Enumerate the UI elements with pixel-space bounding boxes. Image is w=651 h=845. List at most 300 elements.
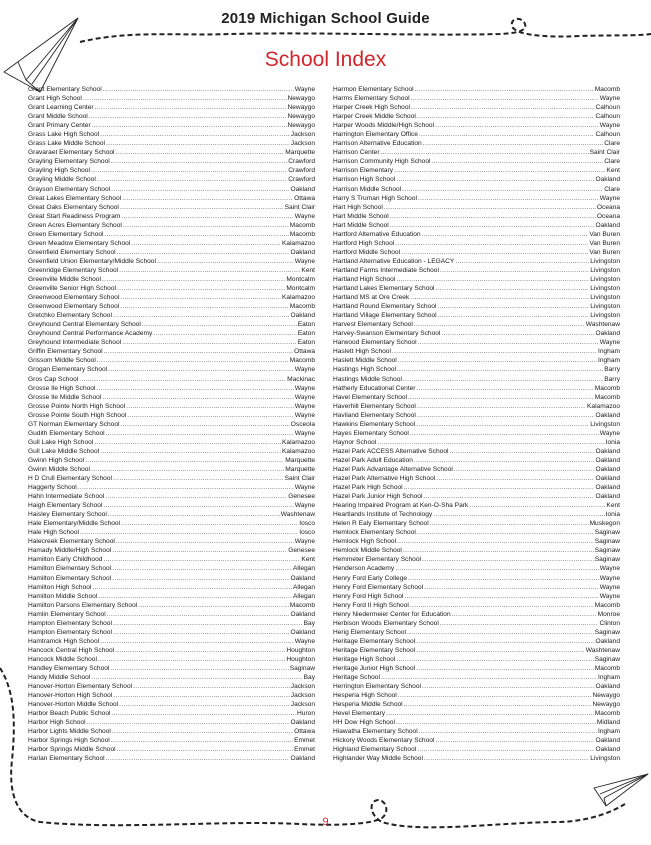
- index-entry: [28, 85, 315, 94]
- index-entry: [28, 528, 315, 537]
- index-entry: [28, 754, 315, 763]
- dot-leader: [416, 384, 593, 393]
- school-name: Grissom Middle School: [28, 357, 96, 365]
- school-name: Haverhill Elementary School: [333, 402, 416, 410]
- index-entry: [333, 311, 620, 320]
- index-entry: [28, 465, 315, 474]
- index-entry: [333, 574, 620, 583]
- index-entry: [333, 139, 620, 148]
- county-name: Kent: [301, 266, 315, 274]
- school-name: Harrison High School: [333, 176, 396, 184]
- dot-leader: [111, 157, 288, 166]
- index-entry: [333, 338, 620, 347]
- dot-leader: [416, 646, 585, 655]
- index-entry: [333, 501, 620, 510]
- index-entry: [333, 546, 620, 555]
- dot-leader: [116, 537, 294, 546]
- county-name: Saginaw: [594, 655, 620, 663]
- county-name: Van Buren: [589, 248, 620, 256]
- county-name: Houghton: [286, 655, 315, 663]
- county-name: Wayne: [294, 212, 315, 220]
- county-name: Washtenaw: [280, 511, 315, 519]
- dot-leader: [396, 175, 594, 184]
- dot-leader: [106, 429, 294, 438]
- index-entry: [28, 266, 315, 275]
- index-entry: [28, 574, 315, 583]
- county-name: Barry: [604, 366, 620, 374]
- school-name: Hamady Middle/High School: [28, 547, 112, 555]
- dot-leader: [449, 447, 594, 456]
- county-name: Kent: [301, 556, 315, 564]
- dot-leader: [386, 709, 594, 718]
- county-name: Emmet: [294, 737, 315, 745]
- county-name: Saginaw: [594, 538, 620, 546]
- dot-leader: [390, 221, 595, 230]
- index-entry: [333, 185, 620, 194]
- county-name: Wayne: [294, 411, 315, 419]
- index-entry: [333, 356, 620, 365]
- school-name: Harrison Community High School: [333, 158, 431, 166]
- dot-leader: [424, 583, 599, 592]
- county-name: Bay: [303, 619, 315, 627]
- county-name: Livingston: [590, 257, 620, 265]
- school-name: Hampton Elementary School: [28, 628, 112, 636]
- school-name: Grass Lake High School: [28, 131, 100, 139]
- dot-leader: [102, 275, 285, 284]
- school-name: Hartford Middle School: [333, 248, 401, 256]
- school-name: Hamilton High School: [28, 583, 92, 591]
- dot-leader: [433, 510, 604, 519]
- county-name: Livingston: [590, 755, 620, 763]
- county-name: Saginaw: [594, 529, 620, 537]
- school-name: Greenville Middle School: [28, 275, 101, 283]
- county-name: Kent: [606, 167, 620, 175]
- dot-leader: [85, 456, 284, 465]
- school-name: Harbor Lights Middle School: [28, 728, 111, 736]
- dot-leader: [119, 700, 290, 709]
- dot-leader: [98, 655, 285, 664]
- dot-leader: [417, 112, 595, 121]
- dot-leader: [112, 546, 287, 555]
- dot-leader: [92, 121, 287, 130]
- county-name: Oakland: [290, 719, 315, 727]
- school-name: Haigh Elementary School: [28, 502, 103, 510]
- county-name: Macomb: [289, 601, 315, 609]
- county-name: Newaygo: [592, 692, 620, 700]
- dot-leader: [117, 745, 294, 754]
- dot-leader: [414, 320, 585, 329]
- county-name: Oakland: [290, 312, 315, 320]
- county-name: Saint Clair: [284, 475, 315, 483]
- dot-leader: [100, 447, 281, 456]
- page-number: 9: [322, 816, 329, 828]
- index-entry: [28, 293, 315, 302]
- county-name: Clare: [604, 140, 620, 148]
- school-name: Grosse Ile High School: [28, 384, 96, 392]
- school-name: Harrison Middle School: [333, 185, 402, 193]
- school-name: Harvey-Swanson Elementary School: [333, 330, 441, 338]
- county-name: Saginaw: [594, 547, 620, 555]
- dot-leader: [396, 275, 589, 284]
- dot-leader: [431, 157, 603, 166]
- school-name: Hamilton Elementary School: [28, 565, 112, 573]
- school-name: Harrison Elementary: [333, 167, 394, 175]
- county-name: Ingham: [598, 728, 620, 736]
- dot-leader: [438, 311, 590, 320]
- dot-leader: [138, 601, 288, 610]
- county-name: Oakland: [595, 447, 620, 455]
- county-name: Livingston: [590, 266, 620, 274]
- county-name: Clare: [604, 185, 620, 193]
- county-name: Wayne: [294, 402, 315, 410]
- index-entry: [28, 94, 315, 103]
- school-name: Hartford High School: [333, 239, 395, 247]
- dot-leader: [441, 329, 594, 338]
- dot-leader: [153, 329, 297, 338]
- county-name: Oakland: [290, 628, 315, 636]
- dot-leader: [395, 564, 599, 573]
- county-name: Macomb: [289, 221, 315, 229]
- county-name: Marquette: [285, 456, 315, 464]
- school-name: Heritage School: [333, 674, 380, 682]
- index-entry: [28, 583, 315, 592]
- index-entry: [333, 537, 620, 546]
- dot-leader: [417, 745, 594, 754]
- index-entry: [28, 275, 315, 284]
- school-name: Hampton Elementary School: [28, 619, 112, 627]
- index-entry: [28, 564, 315, 573]
- county-name: Oakland: [595, 493, 620, 501]
- county-name: Oakland: [595, 176, 620, 184]
- school-name: Hartland Lakes Elementary School: [333, 285, 435, 293]
- county-name: Oakland: [290, 755, 315, 763]
- dot-leader: [111, 736, 293, 745]
- school-name: Haggerty School: [28, 484, 77, 492]
- school-name: Greenwood Elementary School: [28, 294, 120, 302]
- school-name: Harrison Center: [333, 149, 380, 157]
- index-entry: [28, 175, 315, 184]
- index-entry: [333, 492, 620, 501]
- school-name: Hartland Village Elementary School: [333, 312, 437, 320]
- index-entry: [28, 519, 315, 528]
- school-name: Harper Creek High School: [333, 104, 410, 112]
- index-entry: [333, 483, 620, 492]
- dot-leader: [402, 185, 603, 194]
- dot-leader: [396, 718, 596, 727]
- index-entry: [333, 709, 620, 718]
- index-entry: [28, 483, 315, 492]
- dot-leader: [435, 121, 599, 130]
- dot-leader: [404, 700, 592, 709]
- school-name: Gros Cap School: [28, 375, 79, 383]
- county-name: Marquette: [285, 465, 315, 473]
- index-entry: [28, 637, 315, 646]
- school-name: Hart High School: [333, 203, 383, 211]
- school-name: Havel Elementary School: [333, 393, 408, 401]
- dot-leader: [436, 474, 594, 483]
- dot-leader: [407, 628, 594, 637]
- county-name: Ottawa: [294, 728, 315, 736]
- school-name: Harvest Elementary School: [333, 321, 413, 329]
- school-name: Hearing Impaired Program at Ken-O-Sha Park: [333, 502, 469, 510]
- county-name: Wayne: [294, 366, 315, 374]
- dot-leader: [417, 528, 594, 537]
- dot-leader: [410, 429, 599, 438]
- index-entry: [28, 438, 315, 447]
- county-name: Wayne: [599, 122, 620, 130]
- county-name: Wayne: [294, 384, 315, 392]
- county-name: Saint Clair: [284, 203, 315, 211]
- index-entry: [333, 420, 620, 429]
- county-name: Eaton: [297, 330, 315, 338]
- county-name: Oceana: [596, 212, 620, 220]
- index-entry: [333, 718, 620, 727]
- school-name: Green Meadow Elementary School: [28, 239, 131, 247]
- county-name: Saginaw: [594, 628, 620, 636]
- index-entry: [333, 465, 620, 474]
- dot-leader: [410, 293, 589, 302]
- index-entry: [333, 583, 620, 592]
- county-name: Jackson: [290, 692, 315, 700]
- index-entry: [28, 646, 315, 655]
- school-name: Gretchko Elementary School: [28, 312, 112, 320]
- county-name: Newaygo: [287, 104, 315, 112]
- county-name: Wayne: [294, 484, 315, 492]
- county-name: Wayne: [599, 565, 620, 573]
- school-name: Henry Niedermeier Center for Education: [333, 610, 451, 618]
- county-name: Calhoun: [595, 104, 620, 112]
- dot-leader: [112, 564, 292, 573]
- school-name: Gwinn High School: [28, 456, 85, 464]
- school-name: Heritage Elementary School: [333, 646, 416, 654]
- county-name: Saint Clair: [589, 149, 620, 157]
- county-name: Iosco: [299, 520, 315, 528]
- index-title: School Index: [264, 48, 387, 71]
- dot-leader: [437, 302, 589, 311]
- county-name: Allegan: [293, 583, 315, 591]
- index-entry: [333, 175, 620, 184]
- county-name: Kent: [606, 502, 620, 510]
- school-name: Haslett Middle School: [333, 357, 397, 365]
- index-entry: [333, 94, 620, 103]
- county-name: Oakland: [290, 248, 315, 256]
- county-name: Wayne: [294, 502, 315, 510]
- index-entry: [333, 375, 620, 384]
- dot-leader: [416, 420, 589, 429]
- dot-leader: [422, 230, 589, 239]
- county-name: Montcalm: [286, 275, 315, 283]
- county-name: Oakland: [595, 221, 620, 229]
- county-name: Oakland: [595, 484, 620, 492]
- school-name: Gull Lake Middle School: [28, 447, 100, 455]
- index-entry: [333, 239, 620, 248]
- county-name: Ionia: [605, 438, 620, 446]
- dot-leader: [377, 438, 604, 447]
- school-name: Hazel Park ACCESS Alternative School: [333, 447, 449, 455]
- county-name: Livingston: [590, 275, 620, 283]
- school-name: Grant High School: [28, 95, 82, 103]
- index-entry: [333, 456, 620, 465]
- dot-leader: [394, 166, 605, 175]
- school-name: Hatherly Educational Center: [333, 384, 416, 392]
- dot-leader: [121, 519, 298, 528]
- school-name: Harper Creek Middle School: [333, 113, 416, 121]
- school-name: Hazel Park Junior High School: [333, 493, 423, 501]
- school-name: Hartland Farms Intermediate School: [333, 266, 439, 274]
- dot-leader: [392, 347, 597, 356]
- index-entry: [28, 347, 315, 356]
- dot-leader: [107, 610, 290, 619]
- dot-leader: [113, 311, 290, 320]
- dot-leader: [440, 266, 589, 275]
- county-name: Wayne: [599, 574, 620, 582]
- index-entry: [28, 492, 315, 501]
- county-name: Midland: [596, 719, 620, 727]
- index-entry: [333, 230, 620, 239]
- county-name: Oakland: [290, 574, 315, 582]
- dot-leader: [422, 682, 594, 691]
- school-name: GT Norman Elementary School: [28, 420, 120, 428]
- index-entry: [28, 320, 315, 329]
- index-entry: [333, 555, 620, 564]
- county-name: Oakland: [595, 683, 620, 691]
- school-name: Hastings High School: [333, 366, 397, 374]
- county-name: Allegan: [293, 565, 315, 573]
- school-name: Hanover-Horton Elementary School: [28, 683, 133, 691]
- dot-leader: [122, 194, 293, 203]
- index-entry: [28, 221, 315, 230]
- county-name: Macomb: [289, 230, 315, 238]
- index-entry: [333, 203, 620, 212]
- index-entry: [28, 510, 315, 519]
- index-entry: [28, 203, 315, 212]
- school-name: Grass Lake Middle School: [28, 140, 105, 148]
- school-name: Great Start Readiness Program: [28, 212, 121, 220]
- school-name: Hemmeter Elementary School: [333, 556, 421, 564]
- school-name: Hemlock Middle School: [333, 547, 402, 555]
- dot-leader: [469, 501, 605, 510]
- school-name: Greenfield Elementary School: [28, 248, 116, 256]
- school-name: Hartland MS at Ore Creek: [333, 294, 410, 302]
- county-name: Oakland: [595, 637, 620, 645]
- county-name: Calhoun: [595, 113, 620, 121]
- index-entry: [28, 239, 315, 248]
- index-entry: [28, 456, 315, 465]
- county-name: Genesee: [288, 547, 315, 555]
- dot-leader: [418, 338, 599, 347]
- school-name: Hazel Park High School: [333, 484, 403, 492]
- index-entry: [28, 691, 315, 700]
- index-entry: [333, 293, 620, 302]
- school-name: Henderson Academy: [333, 565, 395, 573]
- school-name: Hamilton Middle School: [28, 592, 98, 600]
- school-name: Hahn Intermediate School: [28, 493, 105, 501]
- school-name: Hartland High School: [333, 275, 396, 283]
- dot-leader: [102, 393, 293, 402]
- index-entry: [28, 103, 315, 112]
- school-name: HH Dow High School: [333, 719, 395, 727]
- dot-leader: [417, 411, 595, 420]
- index-entry: [333, 103, 620, 112]
- school-name: Hartland Round Elementary School: [333, 303, 437, 311]
- dot-leader: [142, 320, 297, 329]
- index-entry: [333, 275, 620, 284]
- school-name: Hamtramck High School: [28, 637, 100, 645]
- county-name: Macomb: [594, 86, 620, 93]
- county-name: Newaygo: [287, 95, 315, 103]
- index-entry: [333, 402, 620, 411]
- index-entry: [333, 393, 620, 402]
- school-name: Grosse Pointe South High School: [28, 411, 127, 419]
- dot-leader: [111, 709, 296, 718]
- dot-leader: [423, 492, 594, 501]
- index-entry: [28, 411, 315, 420]
- county-name: Washtenaw: [585, 321, 620, 329]
- county-name: Oakland: [595, 746, 620, 754]
- index-entry: [333, 438, 620, 447]
- index-entry: [333, 682, 620, 691]
- school-name: Highland Elementary School: [333, 746, 417, 754]
- dot-leader: [408, 574, 599, 583]
- school-name: Harbor Beach Public School: [28, 710, 111, 718]
- school-name: Grogan Elementary School: [28, 366, 108, 374]
- school-name: H D Crull Elementary School: [28, 475, 112, 483]
- index-entry: [28, 130, 315, 139]
- index-entry: [28, 447, 315, 456]
- index-entry: [28, 375, 315, 384]
- school-name: Grayson Elementary School: [28, 185, 111, 193]
- index-entry: [333, 745, 620, 754]
- school-name: Harwood Elementary School: [333, 339, 417, 347]
- index-entry: [28, 429, 315, 438]
- county-name: Wayne: [294, 637, 315, 645]
- dot-leader: [452, 610, 597, 619]
- index-entry: [333, 646, 620, 655]
- dot-leader: [408, 393, 594, 402]
- index-entry: [333, 510, 620, 519]
- index-entry: [333, 601, 620, 610]
- dot-leader: [108, 365, 294, 374]
- index-entry: [333, 194, 620, 203]
- school-name: Herig Elementary School: [333, 628, 406, 636]
- school-name: Hazel Park Alternative High School: [333, 475, 436, 483]
- dot-leader: [117, 284, 285, 293]
- county-name: Monroe: [597, 610, 620, 618]
- dot-leader: [110, 664, 288, 673]
- county-name: Osceola: [290, 420, 315, 428]
- dot-leader: [403, 546, 594, 555]
- dot-leader: [404, 483, 595, 492]
- school-name: Grosse Ile Middle School: [28, 393, 102, 401]
- county-name: Ionia: [605, 511, 620, 519]
- index-entry: [333, 148, 620, 157]
- dot-leader: [410, 601, 594, 610]
- index-entry: [333, 221, 620, 230]
- school-name: Hancock Middle School: [28, 655, 97, 663]
- county-name: Macomb: [594, 601, 620, 609]
- county-name: Iosco: [299, 529, 315, 537]
- school-name: Harmon Elementary School: [333, 86, 414, 93]
- index-entry: [333, 628, 620, 637]
- county-name: Van Buren: [589, 239, 620, 247]
- school-name: Herrington Elementary School: [333, 683, 421, 691]
- school-name: Haisley Elementary School: [28, 511, 107, 519]
- index-column-left: [28, 85, 315, 764]
- dot-leader: [112, 727, 293, 736]
- county-name: Oakland: [595, 456, 620, 464]
- index-entry: [28, 501, 315, 510]
- index-entry: [333, 384, 620, 393]
